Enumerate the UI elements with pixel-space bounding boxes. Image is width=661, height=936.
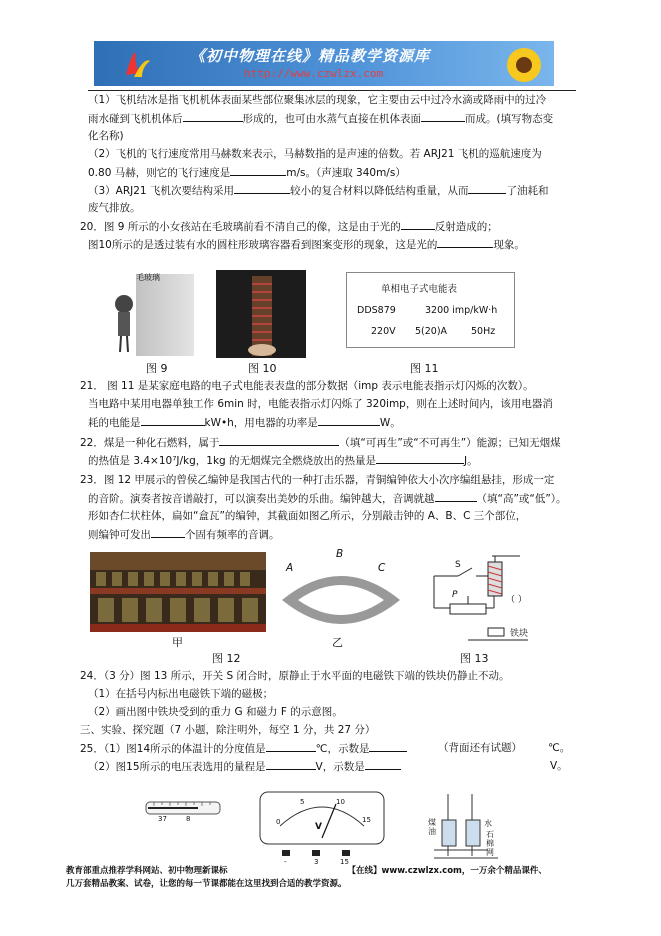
q20-line2: 图10所示的是透过装有水的圆柱形玻璃容器看到图案变形的现象，这是光的 现象。 [88, 236, 525, 253]
meter-model: DDS879 [357, 305, 396, 316]
sunflower-icon [504, 45, 544, 85]
figure-10-image [216, 270, 306, 358]
note-back-page: （背面还有试题） [438, 742, 522, 754]
figure-11-caption: 图 11 [410, 362, 439, 375]
q23-line2: 的音阶。演奏者按音谱敲打，可以演奏出美妙的乐曲。编钟越大，音调就越 （填“高”或“低”）。 [88, 490, 567, 507]
q22-line2: 的热值是 3.4×10⁷J/kg，1kg 的无烟煤完全燃烧放出的热量是 J。 [88, 452, 478, 469]
q25-line2: （2）图15所示的电压表选用的量程是 V，示数是 [88, 758, 401, 775]
terminal-15[interactable] [342, 850, 350, 856]
q19-p1-line1: （1）飞机结冰是指飞机机体表面某些部位聚集冰层的现象，它主要由云中过冷水滴或降雨中的过冷 [88, 94, 547, 106]
energy-meter-panel [346, 272, 515, 348]
banner-url[interactable]: http://www.czwlzx.com [244, 67, 384, 80]
q21-line3: 耗的电能是 kW•h，用电器的功率是 W。 [88, 414, 401, 431]
section-3-heading: 三、实验、探究题（7 小题，除注明外，每空 1 分，共 27 分） [80, 724, 376, 736]
voltmeter-scale-15: 15 [362, 816, 371, 824]
asbestos-net-label: 石棉网 [486, 830, 494, 857]
q22-line1: 22．煤是一种化石燃料，属于 （填“可再生”或“不可再生”）能源；已知无烟煤 [80, 434, 561, 451]
meter-volt: 220V [371, 326, 396, 337]
frosted-glass-label: 毛玻璃 [136, 273, 160, 282]
voltmeter-scale-5: 5 [300, 798, 305, 806]
q25-unit-v: V。 [550, 760, 568, 772]
q19-p3-line2: 废气排放。 [88, 202, 141, 214]
water-label: 水 [484, 819, 492, 828]
terminal-label-15: 15 [340, 858, 349, 866]
label-B: B [336, 548, 344, 560]
voltmeter-symbol: V [315, 822, 322, 832]
kerosene-label: 煤油 [428, 818, 436, 836]
terminal-3[interactable] [312, 850, 320, 856]
q21-line2: 当电路中某用电器单独工作 6min 时，电能表指示灯闪烁了 320imp，则在上述时间内，该用电器消 [88, 398, 553, 410]
footer-line1: 教育部重点推荐学科网站、初中物理新课标 【在线】www.czwlzx.com，一万余个精品课件、 [66, 866, 547, 876]
q25-unit-c: ℃。 [548, 742, 571, 754]
q19-p1-line3: 化名称) [88, 130, 124, 142]
terminal-minus[interactable] [282, 850, 290, 856]
meter-title: 单相电子式电能表 [381, 284, 458, 295]
q21-line1: 21． 图 11 是某家庭电路的电子式电能表表盘的部分数据（imp 表示电能表指示灯闪烁的次数）。 [80, 380, 534, 392]
q24-line3: （2）画出图中铁块受到的重力 G 和磁力 F 的示意图。 [88, 706, 343, 718]
q24-line1: 24．（3 分）图 13 所示，开关 S 闭合时，原静止于水平面的电磁铁下端的铁块仍静止不动。 [80, 670, 510, 682]
terminal-label-3: 3 [314, 858, 319, 866]
q19-p2-line2: 0.80 马赫，则它的飞行速度是 m/s。（声速取 340m/s） [88, 164, 406, 181]
meter-hz: 50Hz [471, 326, 496, 337]
figure-10-caption: 图 10 [248, 362, 277, 375]
header-banner [94, 41, 554, 86]
switch-label-S: S [455, 560, 461, 570]
voltmeter-scale-10: 10 [336, 798, 345, 806]
logo-icon [122, 47, 152, 79]
iron-block-label: 铁块 [510, 629, 529, 639]
q19-p1-line2: 雨水碰到飞机机体后 形成的，也可由水蒸气直接在机体表面 而成。(填写物态变 [88, 110, 553, 127]
figure-9-caption: 图 9 [146, 362, 168, 375]
label-A: A [286, 562, 294, 574]
q25-line1: 25．（1）图14所示的体温计的分度值是 ℃，示数是 [80, 740, 407, 757]
pole-bracket: （ ） [506, 595, 527, 605]
header-rule [88, 90, 576, 91]
voltmeter-scale-0: 0 [276, 818, 281, 826]
rheostat-label-P: P [452, 590, 458, 600]
q23-line4: 则编钟可发出 个固有频率的音调。 [88, 526, 280, 543]
figure-12-caption: 图 12 [212, 652, 241, 665]
terminal-label-minus: - [284, 858, 287, 866]
q19-p2-line1: （2）飞机的飞行速度常用马赫数来表示，马赫数指的是声速的倍数。若 ARJ21 飞机的巡航速度为 [88, 148, 542, 160]
figure-9-image [106, 272, 196, 358]
q20-line1: 20．图 9 所示的小女孩站在毛玻璃前看不清自己的像，这是由于光的 反射造成的； [80, 218, 498, 235]
figure-12b-diagram [276, 556, 406, 632]
figure-13-caption: 图 13 [460, 652, 489, 665]
q19-p3-line1: （3）ARJ21 飞机次要结构采用 较小的复合材料以降低结构重量，从而 了油耗和 [88, 182, 548, 199]
footer-line2: 几万套精品教案、试卷，让您的每一节课都能在这里找到合适的教学资源。 [66, 879, 347, 889]
figure-12a-caption: 甲 [172, 636, 183, 649]
q23-line1: 23．图 12 甲展示的曾侯乙编钟是我国古代的一种打击乐器，青铜编钟依大小次序编组悬挂，形成一定 [80, 474, 555, 486]
q24-line2: （1）在括号内标出电磁铁下端的磁极； [88, 688, 274, 700]
thermo-tick-37: 37 [158, 815, 167, 823]
thermo-tick-8: 8 [186, 815, 191, 823]
figure-12a-image [90, 552, 266, 632]
banner-title: 《初中物理在线》精品教学资源库 [190, 47, 431, 65]
heating-apparatus-image [428, 790, 508, 862]
thermometer-image [144, 800, 222, 824]
label-C: C [378, 562, 386, 574]
q23-line3: 形如杏仁状柱体，扁如“盒瓦”的编钟，其截面如图乙所示，分别敲击钟的 A、B、C 三个部位， [88, 510, 527, 522]
meter-amp: 5(20)A [415, 326, 448, 337]
figure-12b-caption: 乙 [332, 636, 343, 649]
figure-13-circuit [428, 552, 548, 648]
meter-imp: 3200 imp/kW·h [425, 305, 498, 316]
